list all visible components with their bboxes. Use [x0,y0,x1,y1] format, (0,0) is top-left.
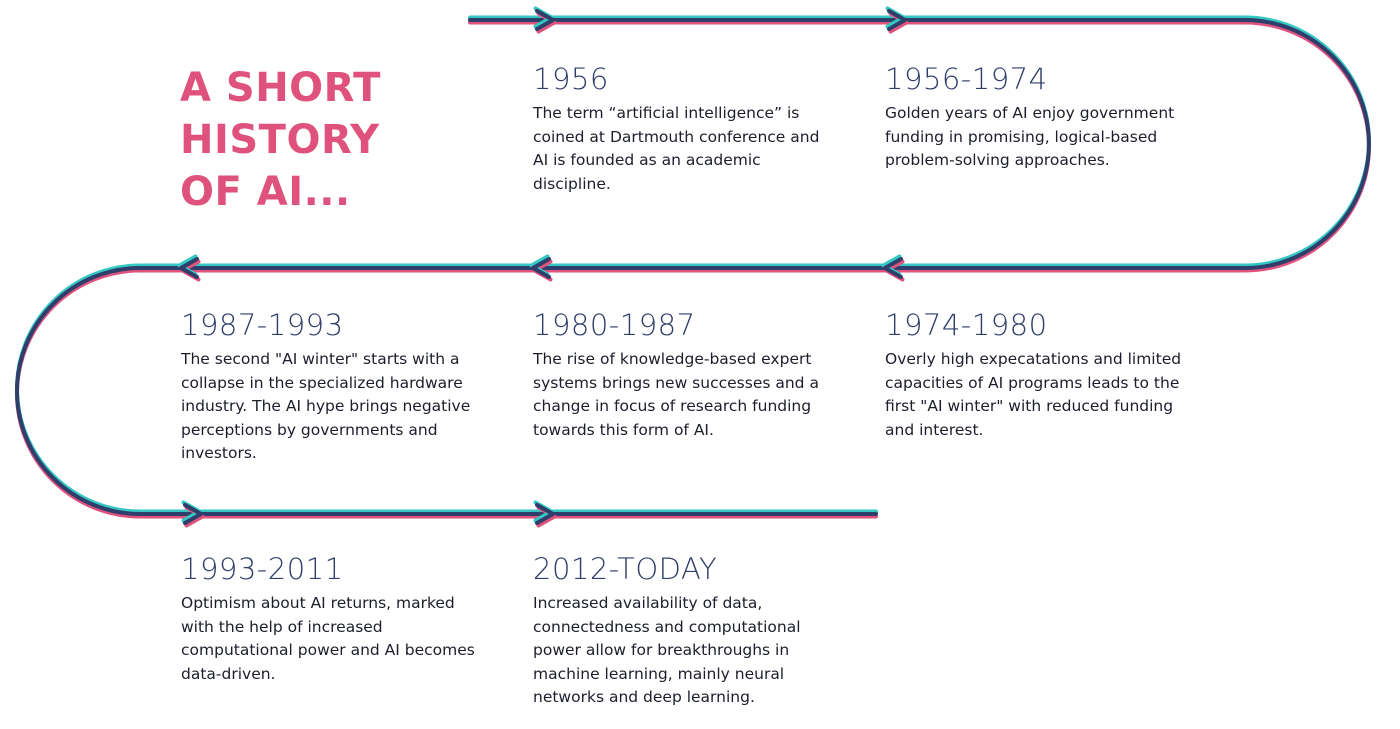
event-1956 [533,62,833,196]
event-1980-1987 [533,308,833,442]
event-description: Increased availability of data, connectedness and computational power allow for breakthroughs in machine learning, mainly neural networks and deep learning. [533,594,801,706]
event-2012-today [533,552,833,710]
title-line-2: HISTORY [180,117,380,163]
event-1987-1993 [181,308,481,466]
event-year: 1956-1974 [885,62,1048,96]
event-description: Golden years of AI enjoy government funding in promising, logical-based problem-solving approaches. [885,104,1175,169]
event-year: 1980-1987 [533,308,696,342]
event-description: Overly high expecatations and limited capacities of AI programs leads to the first "AI winter" with reduced funding and interest. [885,350,1182,439]
title-line-1: A SHORT [180,65,381,111]
event-year: 1974-1980 [885,308,1048,342]
title-line-3: OF AI... [180,169,351,215]
event-description: The term “artificial intelligence” is coined at Dartmouth conference and AI is founded as an academic discipline. [533,104,820,193]
event-description: The rise of knowledge-based expert systems brings new successes and a change in focus of research funding towards this form of AI. [533,350,819,439]
event-description: Optimism about AI returns, marked with the help of increased computational power and AI becomes data-driven. [181,594,475,683]
event-1974-1980 [885,308,1185,442]
event-year: 1956 [533,62,609,96]
page-title [180,62,480,218]
event-1993-2011 [181,552,481,686]
event-year: 1987-1993 [181,308,344,342]
event-1956-1974 [885,62,1185,173]
event-year: 1993-2011 [181,552,344,586]
event-description: The second "AI winter" starts with a collapse in the specialized hardware industry. The AI hype brings negative perceptions by governments and investors. [181,350,471,462]
event-year: 2012-TODAY [533,552,718,586]
